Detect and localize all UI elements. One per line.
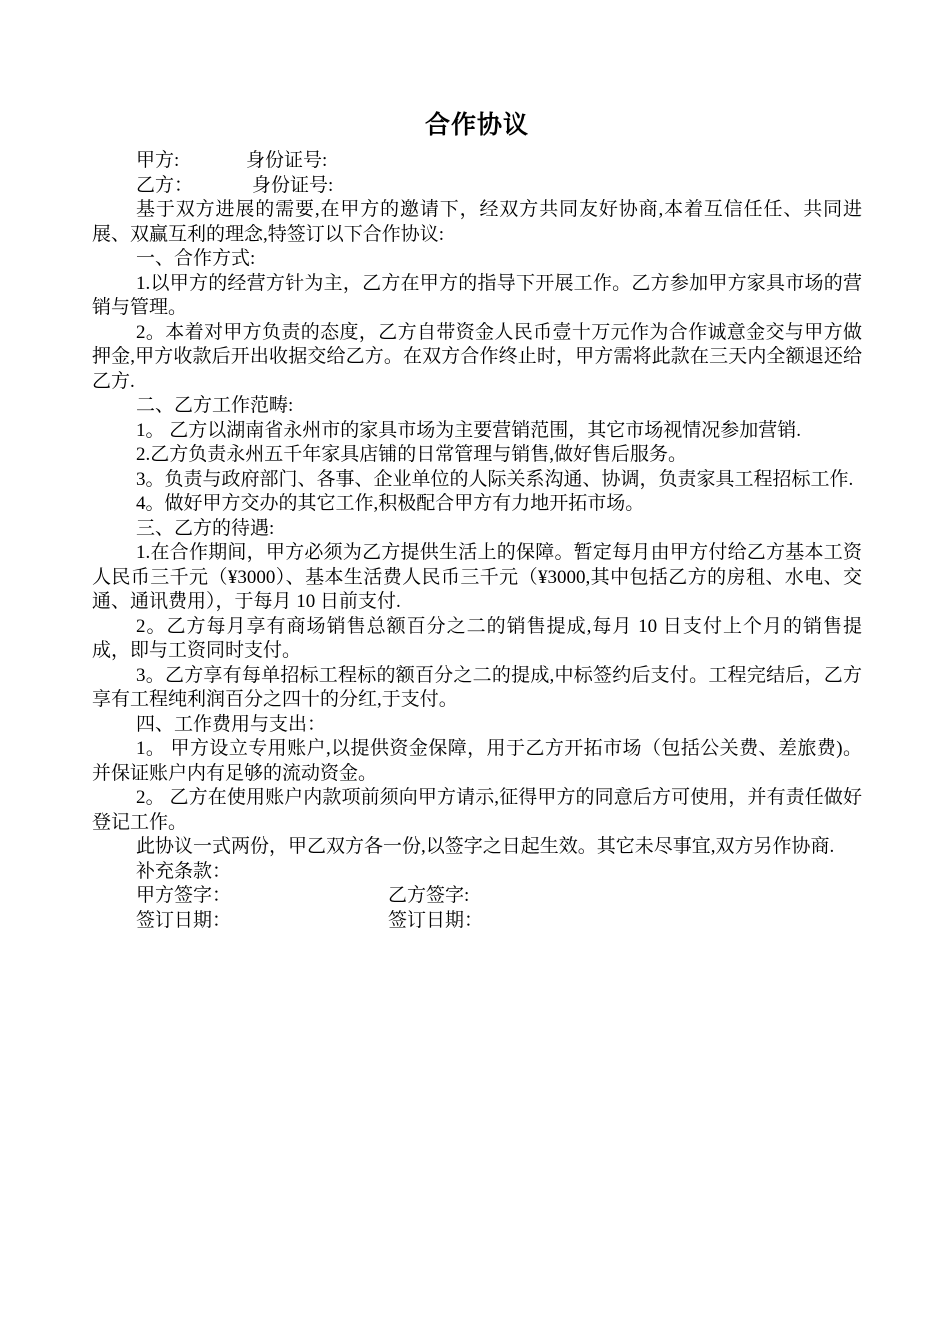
section-heading-cooperation: 一、合作方式: [136, 248, 256, 269]
clause-3-3: 3。乙方享有每单招标工程标的额百分之二的提成,中标签约后支付。工程完结后，乙方享有工程纯利润百分之四十的分红,于支付。 [92, 664, 862, 710]
section-heading-scope: 二、乙方工作范畴: [136, 395, 294, 416]
clause-3-1: 1.在合作期间，甲方必须为乙方提供生活上的保障。暂定每月由甲方付给乙方基本工资人民币三千元（¥3000）、基本生活费人民币三千元（¥3000,其中包括乙方的房租、水电、交通、通讯费用），于每月 10 日前支付. [92, 542, 862, 612]
section-heading-compensation: 三、乙方的待遇: [136, 517, 275, 539]
clause-2-1: 1。 乙方以湖南省永州市的家具市场为主要营销范围，其它市场视情况参加营销. [136, 419, 802, 441]
preamble-paragraph: 基于双方进展的需要,在甲方的邀请下，经双方共同友好协商,本着互信任任、共同进展、双赢互利的理念,特签订以下合作协议: [92, 199, 862, 245]
clause-1-1: 1.以甲方的经营方针为主，乙方在甲方的指导下开展工作。乙方参加甲方家具市场的营销与管理。 [92, 272, 862, 318]
party-b-label: 乙方： [136, 174, 194, 196]
party-b-id-label: 身份证号: [252, 174, 334, 196]
party-a-date-label: 签订日期： [136, 909, 232, 931]
supplementary-terms-label: 补充条款： [136, 860, 232, 882]
clause-4-1: 1。 甲方设立专用账户,以提供资金保障，用于乙方开拓市场（包括公关费、差旅费)。并保证账户内有足够的流动资金。 [92, 738, 862, 784]
party-a-signature-label: 甲方签字： [136, 885, 232, 906]
party-b-line [92, 174, 862, 199]
document-title: 合作协议 [424, 110, 529, 139]
document-body [92, 104, 862, 933]
party-a-id-label: 身份证号: [246, 150, 328, 171]
party-a-line [92, 149, 862, 174]
clause-1-2: 2。本着对甲方负责的态度，乙方自带资金人民币壹十万元作为合作诚意金交与甲方做押金,甲方收款后开出收据交给乙方。在双方合作终止时，甲方需将此款在三天内全额退还给乙方. [92, 321, 862, 392]
party-a-label: 甲方: [136, 150, 180, 171]
clause-2-4: 4。做好甲方交办的其它工作,积极配合甲方有力地开拓市场。 [136, 493, 645, 514]
clause-4-2: 2。 乙方在使用账户内款项前须向甲方请示,征得甲方的同意后方可使用，并有责任做好登记工作。 [92, 787, 862, 833]
party-b-signature-label: 乙方签字: [388, 885, 470, 906]
clause-2-3: 3。负责与政府部门、各事、企业单位的人际关系沟通、协调，负责家具工程招标工作. [136, 468, 854, 490]
clause-2-2: 2.乙方负责永州五千年家具店铺的日常管理与销售,做好售后服务。 [136, 444, 688, 465]
closing-paragraph: 此协议一式两份，甲乙双方各一份,以签字之日起生效。其它未尽事宜,双方另作协商. [136, 836, 835, 857]
party-b-date-label: 签订日期： [388, 909, 484, 931]
clause-3-2: 2。乙方每月享有商场销售总额百分之二的销售提成,每月 10 日支付上个月的销售提成，即与工资同时支付。 [92, 615, 862, 661]
section-heading-expenses: 四、工作费用与支出： [136, 713, 327, 735]
date-row [92, 909, 862, 934]
signature-row [92, 884, 862, 909]
